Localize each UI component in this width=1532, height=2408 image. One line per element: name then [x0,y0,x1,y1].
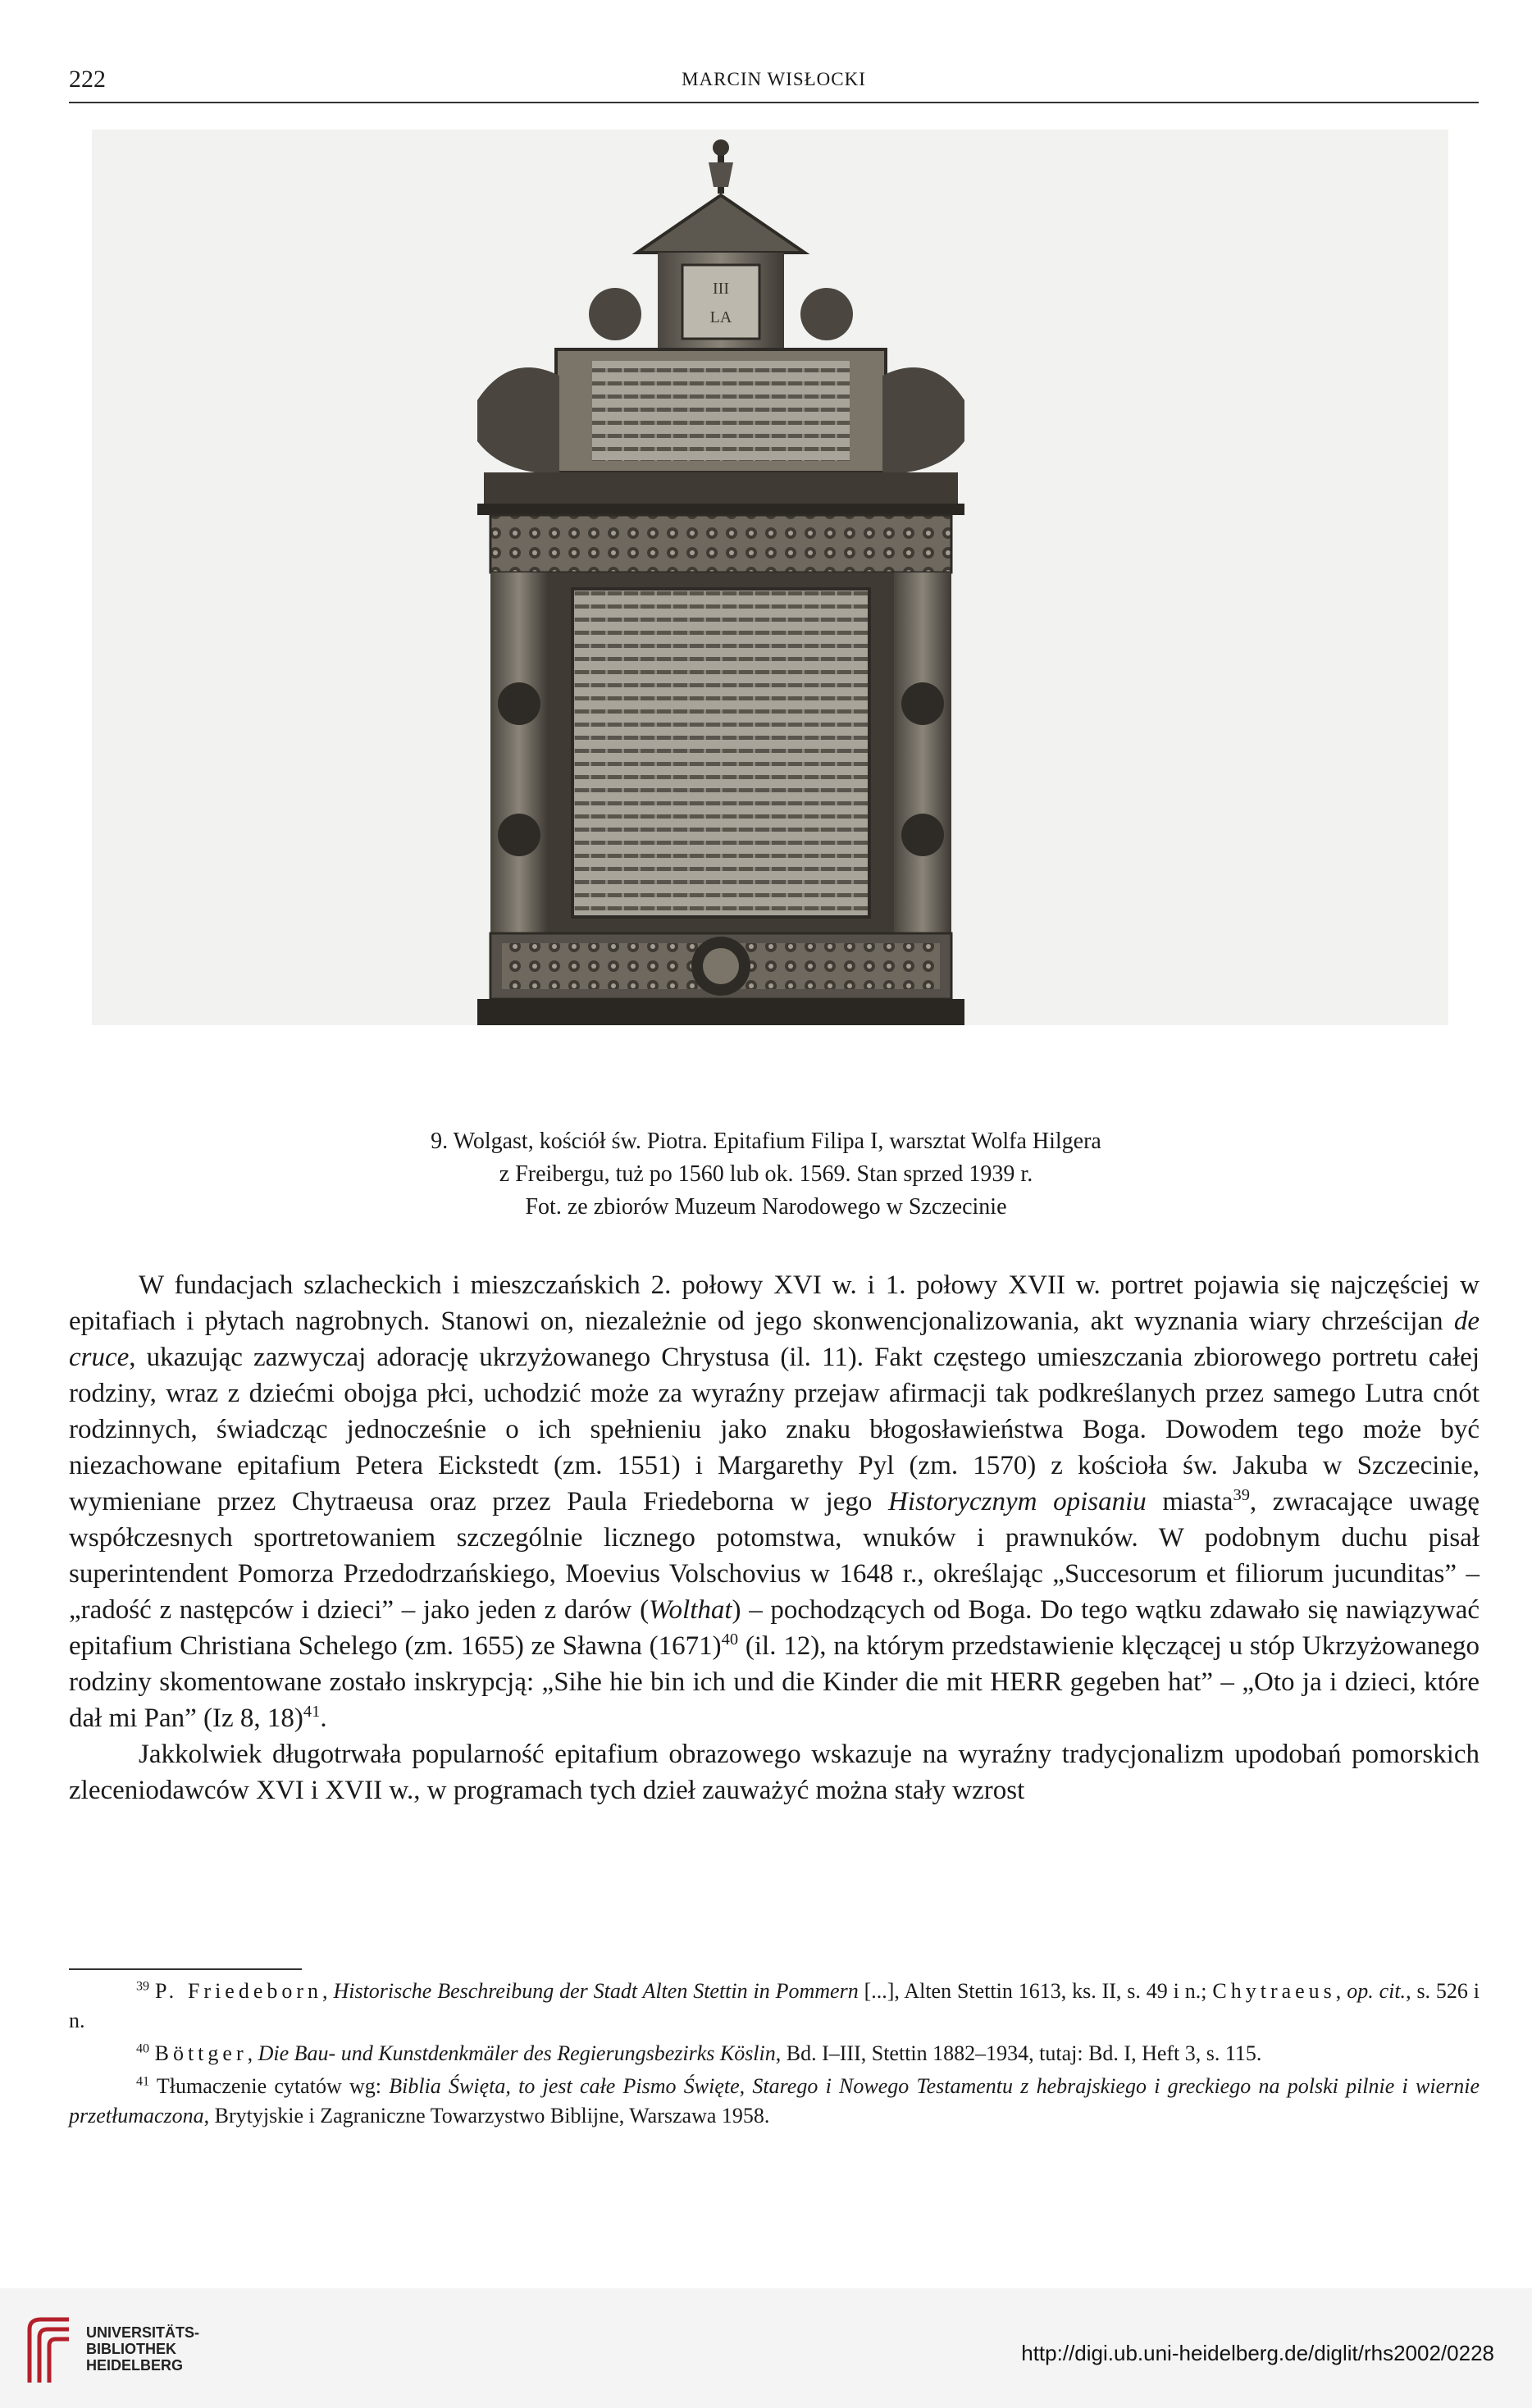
top-plaque-text-1: III [713,280,729,298]
running-head [69,66,1479,102]
header-rule [69,102,1479,103]
paragraph-1: W fundacjach szlacheckich i mieszczańskich 2. połowy XVI w. i 1. połowy XVII w. portret pojawia się najczęściej w epitafiach i płytach nagrobnych. Stanowi on, niezależnie od jego skonwencjonalizowania, akt wyznania wiary chrześcijan de cruce, ukazując zazwyczaj adorację ukrzyżowanego Chrystusa (il. 11). Fakt częstego umieszczania zbiorowego portretu całej rodziny, wraz z dziećmi obojga płci, uchodzić może za wyraźny przejaw afirmacji tak podkreślanych przez samego Lutra cnót rodzinnych, świadcząc jednocześnie o ich spełnieniu jako znaku błogosławieństwa Boga. Dowodem tego może być niezachowane epitafium Petera Eickstedt (zm. 1551) i Margarethy Pyl (zm. 1570) z kościoła św. Jakuba w Szczecinie, wymieniane przez Chytraeusa oraz przez Paula Friedeborna w jego Historycznym opisaniu miasta$^{39}$, zwracające uwagę współczesnych sportretowaniem szczególnie licznego potomstwa, wnuków i prawnuków. W podobnym duchu pisał superintendent Pomorza Przedodrzańskiego, Moevius Volschovius w 1648 r., określając „Succesorum et filiorum jucunditas” – „radość z następców i dzieci” – jako jeden z darów (Wolthat) – pochodzących od Boga. Do tego wątku zdawało się nawiązywać epitafium Christiana Schelego (zm. 1655) ze Sławna $(1671)^{40}$ (il. 12), na którym przedstawienie klęczącej u stóp Ukrzyżowanego rodziny skomentowane zostało inskrypcją: „Sihe hie bin ich und die Kinder die mit HERR gegeben hat” – „Oto ja i dzieci, które dał mi Pan” (Iz 8, 18)$^{41}$. [69,1270,1480,1733]
library-logo-icon [21,2313,75,2387]
footnote-ref-39[interactable]: 39 [1233,1486,1250,1504]
left-pilaster [490,572,548,933]
library-logo-text: UNIVERSITÄTS- BIBLIOTHEK HEIDELBERG [86,2324,200,2374]
figure-epitaph-photo [92,130,1448,1025]
main-panel [490,572,951,933]
paragraph-2: Jakkolwiek długotrwała popularność epitafium obrazowego wskazuje na wyraźny tradycjonalizm upodobań pomorskich zleceniodawców XVI i XVII w., w programach tych dzieł zauważyć można stały wzrost [69,1740,1480,1805]
caption-line-3: Fot. ze zbiorów Muzeum Narodowego w Szczecinie [525,1194,1007,1220]
body-text [69,1267,1480,1808]
finial-figure [709,139,733,194]
footnote-41: $^{41}$ Tłumaczenie cytatów wg: Biblia Święta, to jest całe Pismo Święte, Starego i Nowego Testamentu z hebrajskiego i greckiego na polski pilnie i wiernie przetłumaczona, Brytyjskie i Zagraniczne Towarzystwo Biblijne, Warszawa 1958. [69,2074,1480,2128]
right-pilaster [894,572,951,933]
cornice [484,472,958,505]
footnote-rule [69,1968,302,1970]
upper-frieze [477,349,964,474]
source-url-link[interactable]: http://digi.ub.uni-heidelberg.de/diglit/rhs2002/0228 [1021,2341,1494,2365]
footnote-40: $^{40}$ Böttger, Die Bau- und Kunstdenkmäler des Regierungsbezirks Köslin, Bd. I–III, Stettin 1882–1934, tutaj: Bd. I, Heft 3, s. 115. [136,2041,1262,2065]
footnote-ref-41[interactable]: 41 [303,1703,321,1721]
page-number: 222 [69,66,106,93]
footnote-ref-40[interactable]: 40 [721,1630,739,1649]
footnotes [69,1977,1480,2134]
epitaph-illustration [92,130,1448,1025]
footnote-39: $^{39}$ P. Friedeborn, Historische Beschreibung der Stadt Alten Stettin in Pommern [...], Alten Stettin 1613, ks. II, s. 49 i n.; Chytraeus, op. cit., s. 526 i n. [69,1979,1480,2032]
main-inscription [572,589,869,917]
top-plaque-text-2: LA [709,308,732,326]
footer-bar [0,2288,1532,2408]
pediment [589,195,853,351]
figure-caption [164,1125,1368,1224]
lower-frieze [490,933,951,999]
caption-line-2: z Freibergu, tuż po 1560 lub ok. 1569. Stan sprzed 1939 r. [499,1161,1033,1187]
caption-line-1: 9. Wolgast, kościół św. Piotra. Epitafium Filipa I, warsztat Wolfa Hilgera [431,1129,1101,1154]
base-cornice [477,999,964,1025]
running-head-author: MARCIN WISŁOCKI [682,69,866,89]
ornament-band [490,515,951,572]
